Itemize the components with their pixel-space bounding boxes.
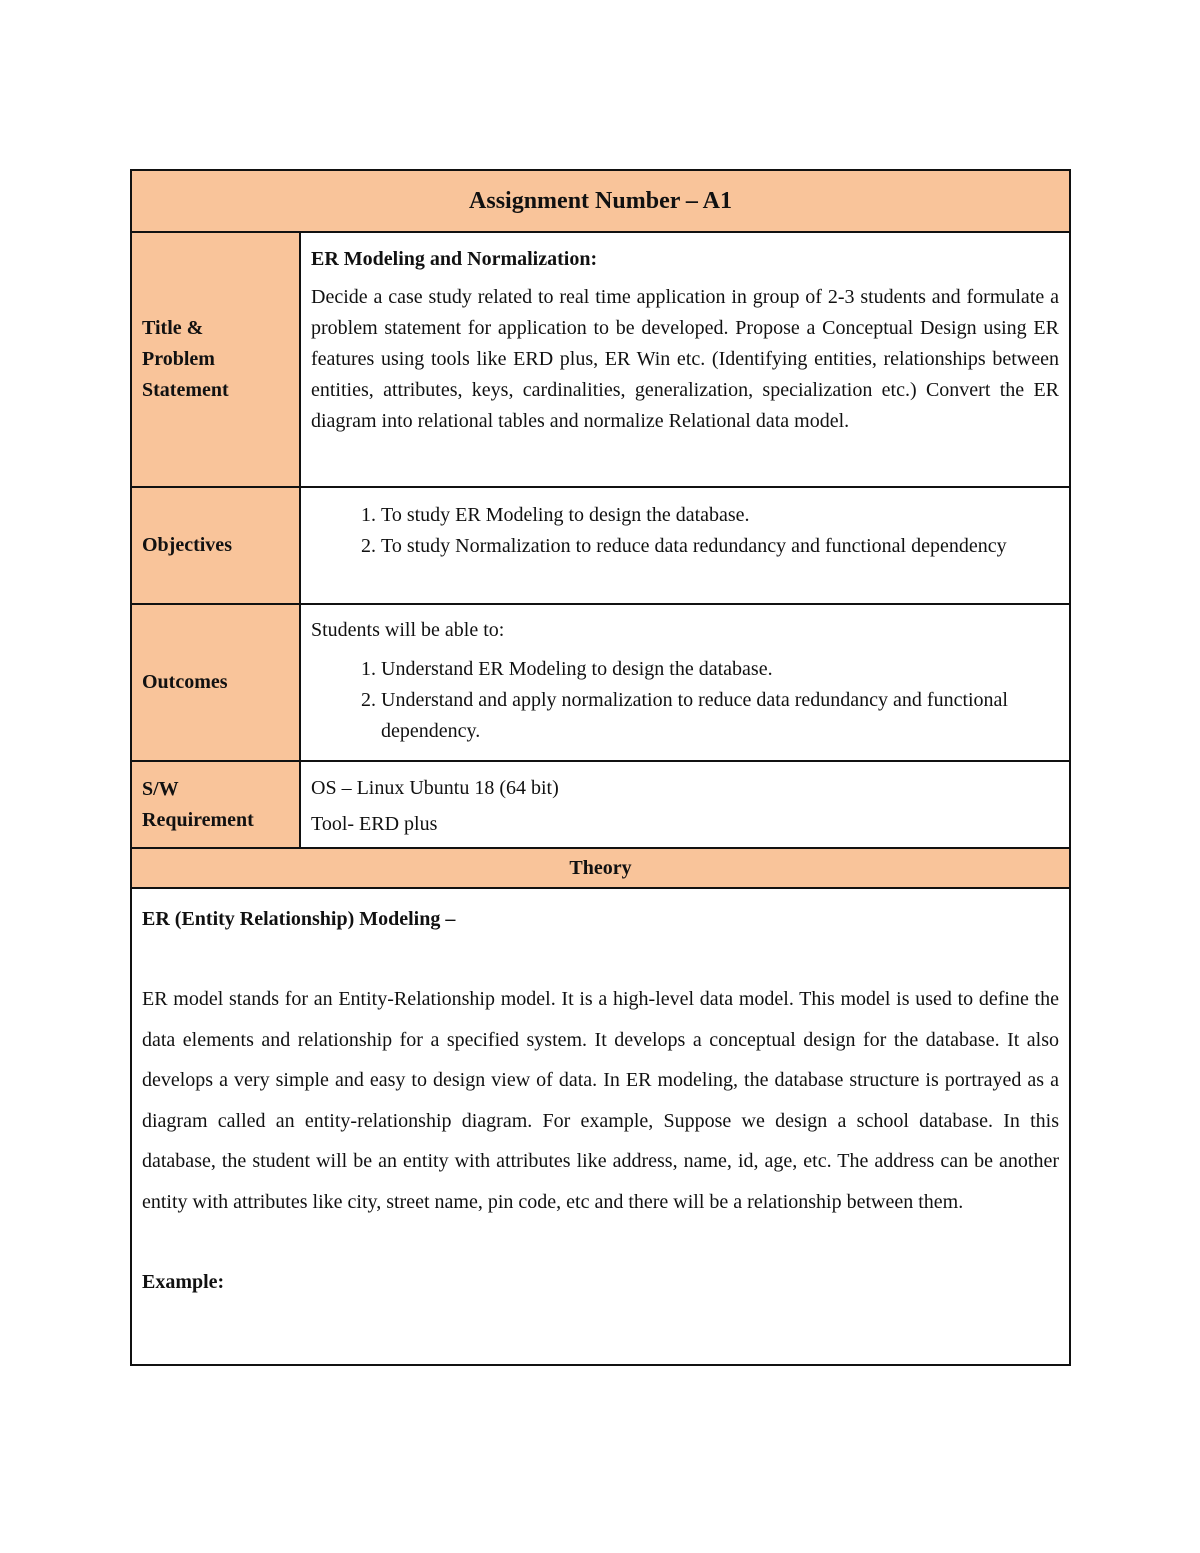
title-problem-row xyxy=(132,233,1069,488)
problem-heading: ER Modeling and Normalization: xyxy=(311,248,598,270)
outcomes-list xyxy=(311,654,1059,747)
sw-requirement-content xyxy=(301,762,1069,847)
objectives-content xyxy=(301,488,1069,603)
outcomes-content xyxy=(301,605,1069,760)
theory-paragraph: ER model stands for an Entity-Relationship model. It is a high-level data model. This model is used to define the data elements and relationship for a specified system. It develops a conceptual design for the database. It also develops a very simple and easy to design view of data. In ER modeling, the database structure is portrayed as a diagram called an entity-relationship diagram. For example, Suppose we design a school database. In this database, the student will be an entity with attributes like address, name, id, age, etc. The address can be another entity with attributes like city, street name, pin code, etc and there will be a relationship between them. xyxy=(142,988,1059,1213)
outcomes-row xyxy=(132,605,1069,762)
theory-header xyxy=(132,849,1069,889)
theory-subheading: ER (Entity Relationship) Modeling – xyxy=(142,908,456,930)
theory-spacer xyxy=(142,939,1059,979)
theory-body xyxy=(132,889,1069,1364)
objectives-row xyxy=(132,488,1069,605)
sw-requirement-label-text: S/W Requirement xyxy=(142,777,254,831)
title-problem-content xyxy=(301,233,1069,486)
theory-spacer-2 xyxy=(142,1222,1059,1262)
example-label: Example: xyxy=(142,1271,225,1293)
problem-statement: Decide a case study related to real time application in group of 2-3 students and formulate a problem statement for application to be developed. Propose a Conceptual Design using ER features using tools like ERD plus, ER Win etc. (Identifying entities, relationships between entities, attributes, keys, cardinalities, generalization, specialization etc.) Convert the ER diagram into relational tables and normalize Relational data model. xyxy=(311,286,1059,432)
objective-item: 1. To study ER Modeling to design the database. xyxy=(381,500,1059,531)
assignment-title: Assignment Number – A1 xyxy=(469,187,732,214)
outcome-item: 2. Understand and apply normalization to reduce data redundancy and functional dependency. xyxy=(381,685,1059,747)
outcomes-label xyxy=(132,605,301,760)
sw-requirement-row xyxy=(132,762,1069,849)
objective-item: 2. To study Normalization to reduce data redundancy and functional dependency xyxy=(381,531,1059,562)
assignment-header xyxy=(132,171,1069,233)
sw-tool-line: Tool- ERD plus xyxy=(311,813,438,835)
objectives-list xyxy=(311,500,1059,562)
theory-heading: Theory xyxy=(569,856,632,879)
objectives-label-text: Objectives xyxy=(142,534,232,556)
sw-os-line: OS – Linux Ubuntu 18 (64 bit) xyxy=(311,777,559,799)
outcome-item: 1. Understand ER Modeling to design the database. xyxy=(381,654,1059,685)
sw-requirement-label xyxy=(132,762,301,847)
title-problem-label-text: Title & Problem Statement xyxy=(142,317,229,401)
outcomes-label-text: Outcomes xyxy=(142,671,228,693)
assignment-table xyxy=(130,169,1071,1366)
outcomes-intro: Students will be able to: xyxy=(311,619,505,641)
objectives-label xyxy=(132,488,301,603)
title-problem-label xyxy=(132,233,301,486)
